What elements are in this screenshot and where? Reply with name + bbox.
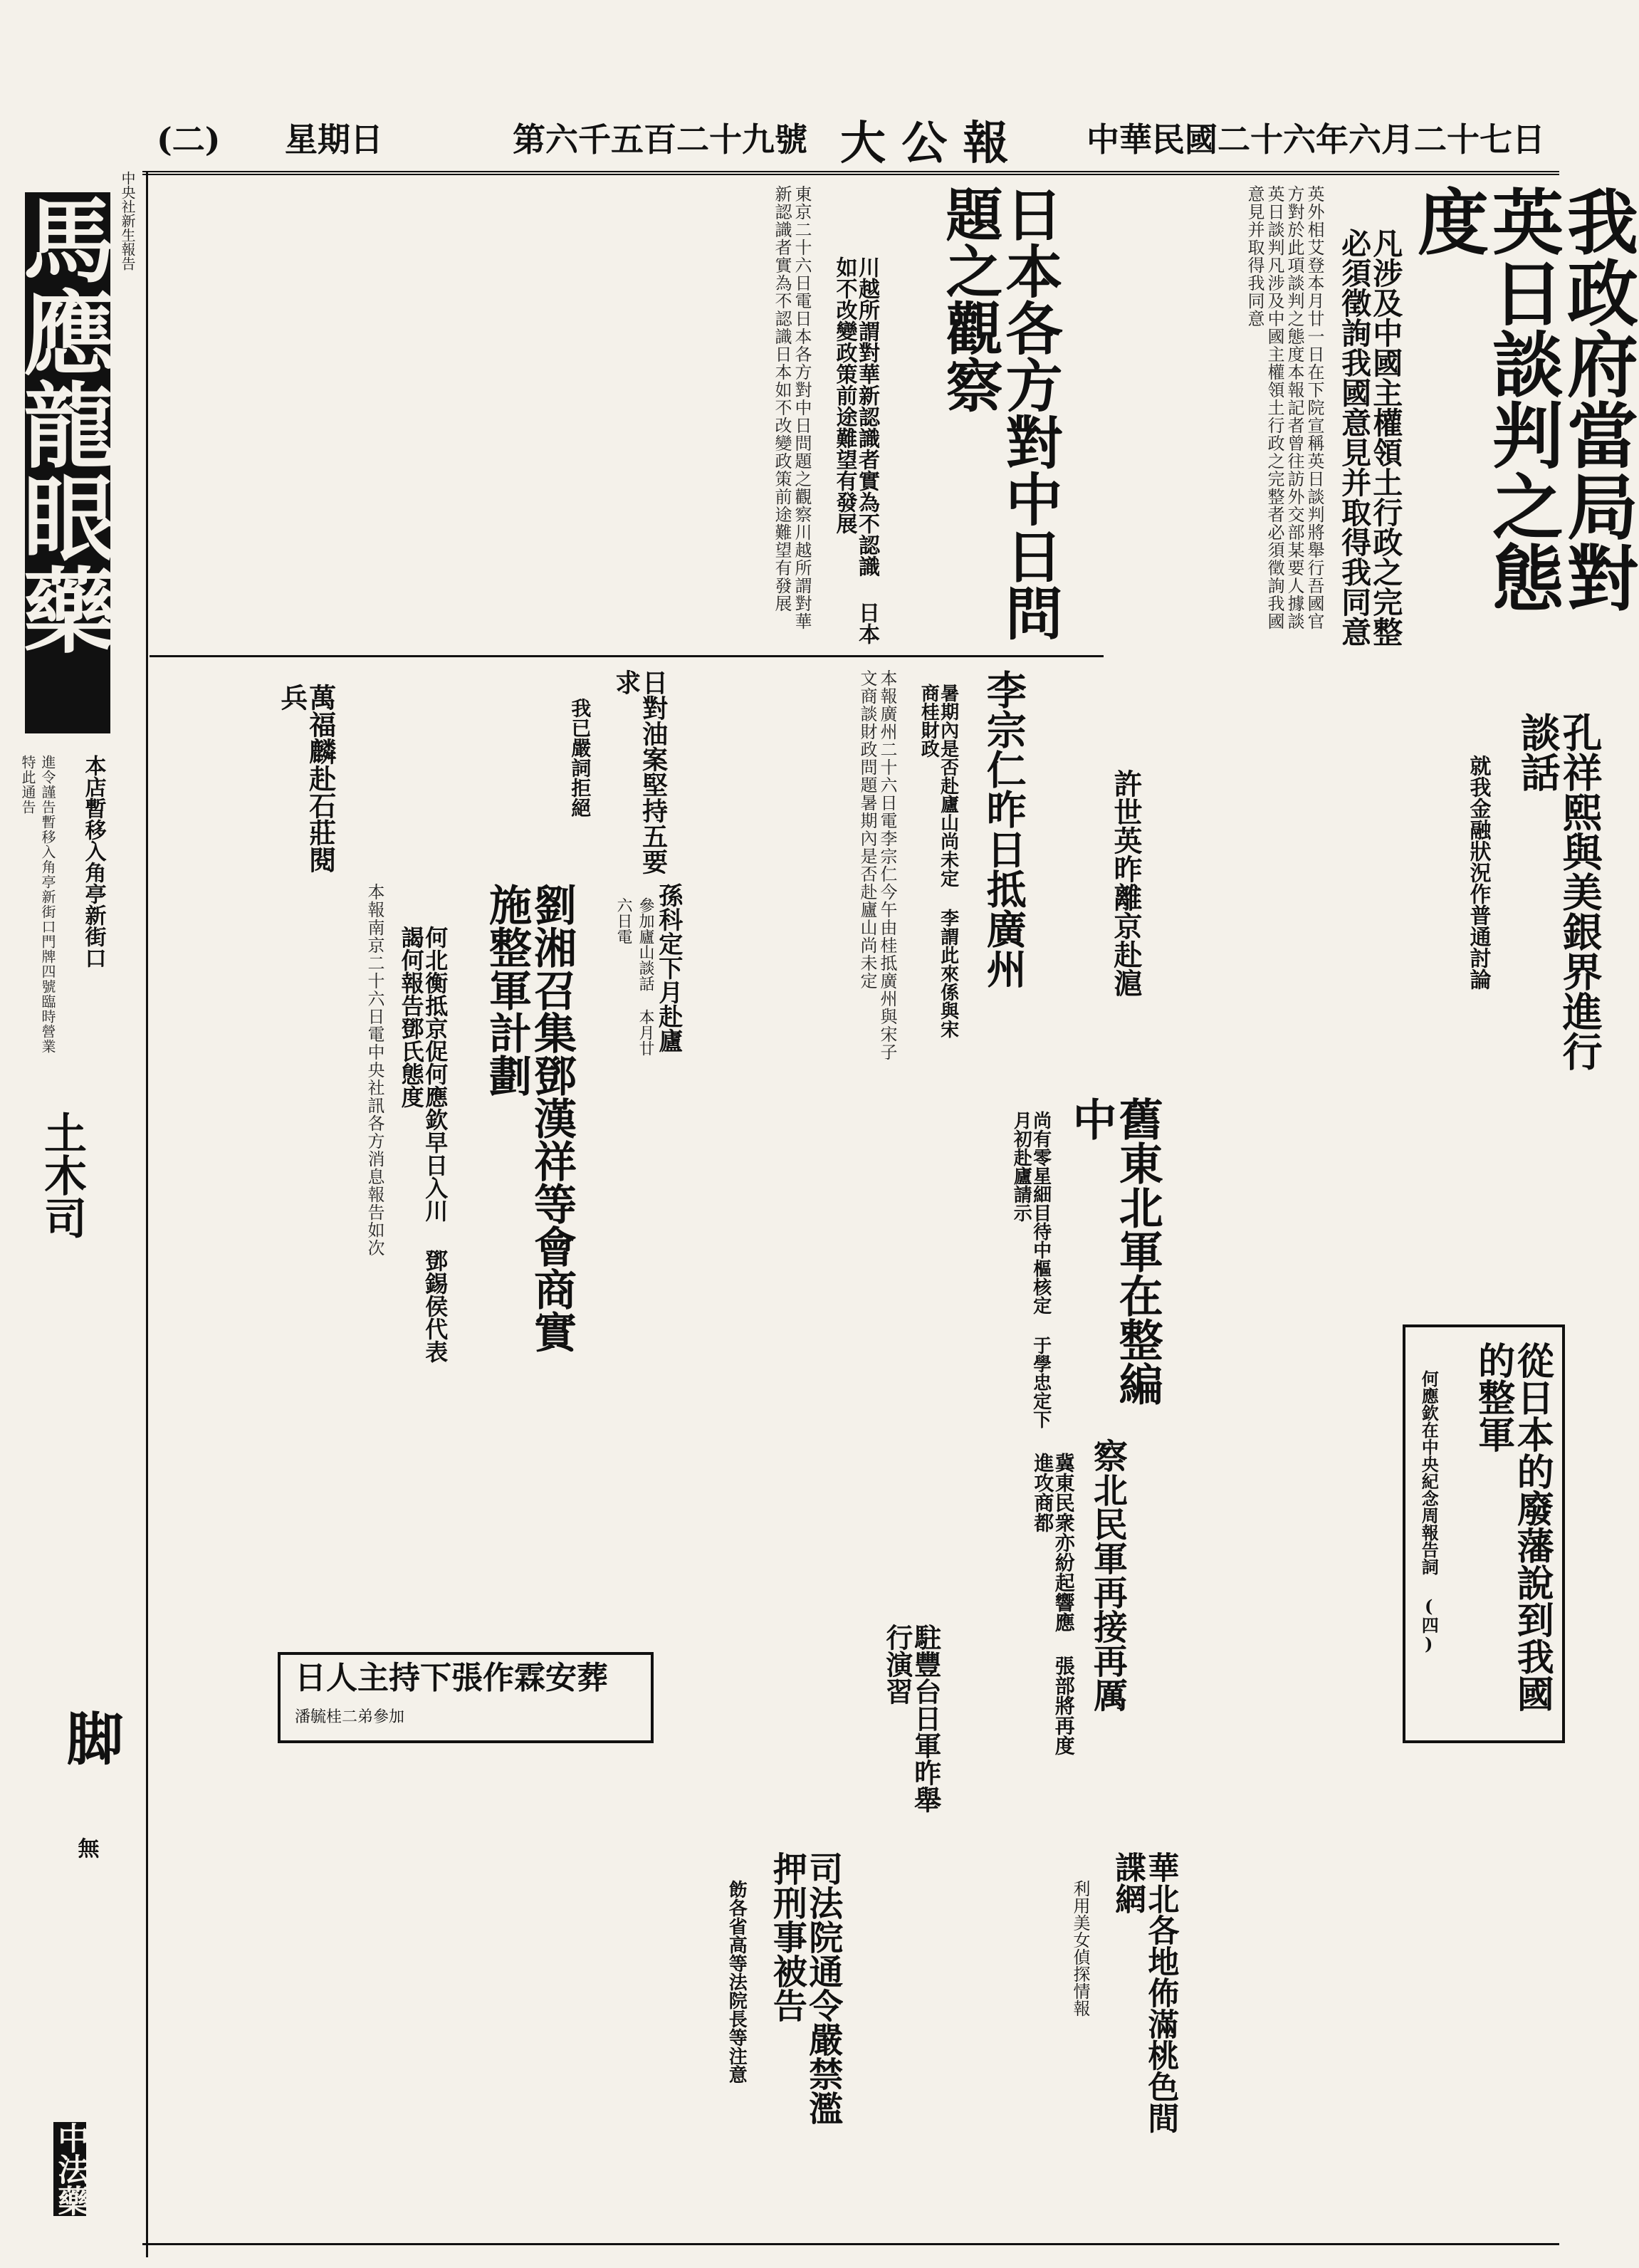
north-sub: 利用美女偵探情報	[1070, 1880, 1090, 2017]
left-ad-product: 馬應龍眼藥	[25, 192, 110, 733]
main-headline: 我政府當局對英日談判之態度	[1405, 185, 1639, 612]
japan-view-headline: 日本各方對中日問題之觀察	[936, 185, 1063, 641]
yu-headline: 駐豐台日軍昨舉行演習	[881, 1624, 942, 1813]
masthead-issue: 第六千五百二十九號	[513, 120, 807, 159]
zhang-box	[278, 1652, 654, 1743]
bottom-rule	[142, 2243, 1559, 2245]
li-sub: 暑期內是否赴廬山尚未定 李謂此來係與宋商桂財政	[918, 684, 959, 1038]
chahar-headline: 察北民軍再接再厲	[1087, 1438, 1128, 1712]
li-headline: 李宗仁昨日抵廣州	[980, 669, 1027, 988]
zhang-sub: 潘毓桂二弟參加	[295, 1708, 405, 1726]
masthead-page: (二)	[157, 120, 221, 159]
japan-view-text: 東京二十六日電日本各方對中日問題之觀察川越所謂對華新認識者實為不認識日本如不改變政策前途難望有發展	[772, 185, 812, 630]
northeast-headline: 舊東北軍在整編中	[1065, 1097, 1164, 1406]
japan-oil-headline: 日對油案堅持五要求	[611, 669, 669, 874]
kong-headline: 孔祥熙與美銀界進行談話	[1514, 712, 1603, 1071]
court-sub: 飭各省高等法院長等注意	[726, 1880, 748, 2084]
left-ad-bottom-label: 中法藥	[52, 2122, 89, 2216]
sun-headline: 孫科定下月赴廬	[654, 883, 683, 1052]
masthead-weekday: 星期日	[285, 120, 383, 159]
masthead-date: 中華民國二十六年六月二十七日	[1086, 120, 1545, 159]
masthead	[142, 107, 1559, 175]
he-headline: 從日本的廢藩說到我國的整軍	[1471, 1342, 1554, 1712]
left-ad-strip	[8, 171, 148, 2257]
northeast-sub: 尚有零星細目待中樞核定 于學忠定下月初赴廬請示	[1010, 1111, 1052, 1428]
left-ad-brand4: 無	[73, 1837, 99, 1859]
he-sub: 何應欽在中央紀念周報告詞 (四)	[1418, 1370, 1440, 1654]
left-ad-notice-title: 本店暫移入角亭新街口	[80, 755, 106, 968]
masthead-paper-name: 大 公 報	[840, 117, 1009, 170]
north-headline: 華北各地佈滿桃色間諜網	[1109, 1851, 1179, 2133]
misc-text: 本報南京二十六日電中央社訊各方消息報告如次	[365, 883, 384, 1257]
li-text: 本報廣州二十六日電李宗仁今午由桂抵廣州與宋子文商談財政問題暑期內是否赴廬山尚未定	[857, 669, 897, 1061]
main-headline-sub: 凡涉及中國主權領土行政之完整 必須徵詢我國意見并取得我同意	[1337, 228, 1404, 647]
sun-sub: 參加廬山談話 本月廿六日電	[614, 897, 654, 1056]
zhang-headline: 日人主持下張作霖安葬	[295, 1660, 608, 1696]
left-ad-brand2: 土木司	[37, 1111, 87, 1239]
japan-view-sub: 川越所謂對華新認識者實為不認識 日本如不改變政策前途難望有發展	[832, 256, 879, 644]
divider	[150, 655, 1104, 657]
left-ad-notice-body: 進令謹告暫移入角亭新街口門牌四號臨時營業特此通告	[19, 755, 56, 1054]
xu-headline: 許世英昨離京赴滬	[1109, 769, 1143, 997]
left-ad-brand3: 脚	[57, 1709, 124, 1766]
liu-headline: 劉湘召集鄧漢祥等會商實施整軍計劃	[482, 883, 577, 1353]
main-article-text: 英外相艾登本月廿一日在下院宣稱英日談判將舉行吾國官方對於此項談判之態度本報記者曾往訪外交部某要人據談英日談判凡涉及中國主權領土行政之完整者必須徵詢我國意見并取得我同意	[1245, 185, 1324, 630]
he-box	[1403, 1324, 1565, 1743]
japan-oil-sub: 我已嚴詞拒絕	[568, 698, 592, 817]
court-headline: 司法院通令嚴禁濫押刑事被告	[767, 1851, 843, 2125]
chahar-sub: 冀東民衆亦紛起響應 張部將再度進攻商都	[1031, 1453, 1076, 1755]
wanfu-headline: 萬福麟赴石莊閱兵	[276, 684, 337, 873]
left-ad-top-label: 中央社新生報告	[119, 171, 136, 271]
kong-sub: 就我金融狀況作普通討論	[1465, 755, 1491, 990]
liu-sub: 何北衡抵京促何應欽早日入川 鄧錫侯代表謁何報告鄧氏態度	[397, 926, 449, 1363]
